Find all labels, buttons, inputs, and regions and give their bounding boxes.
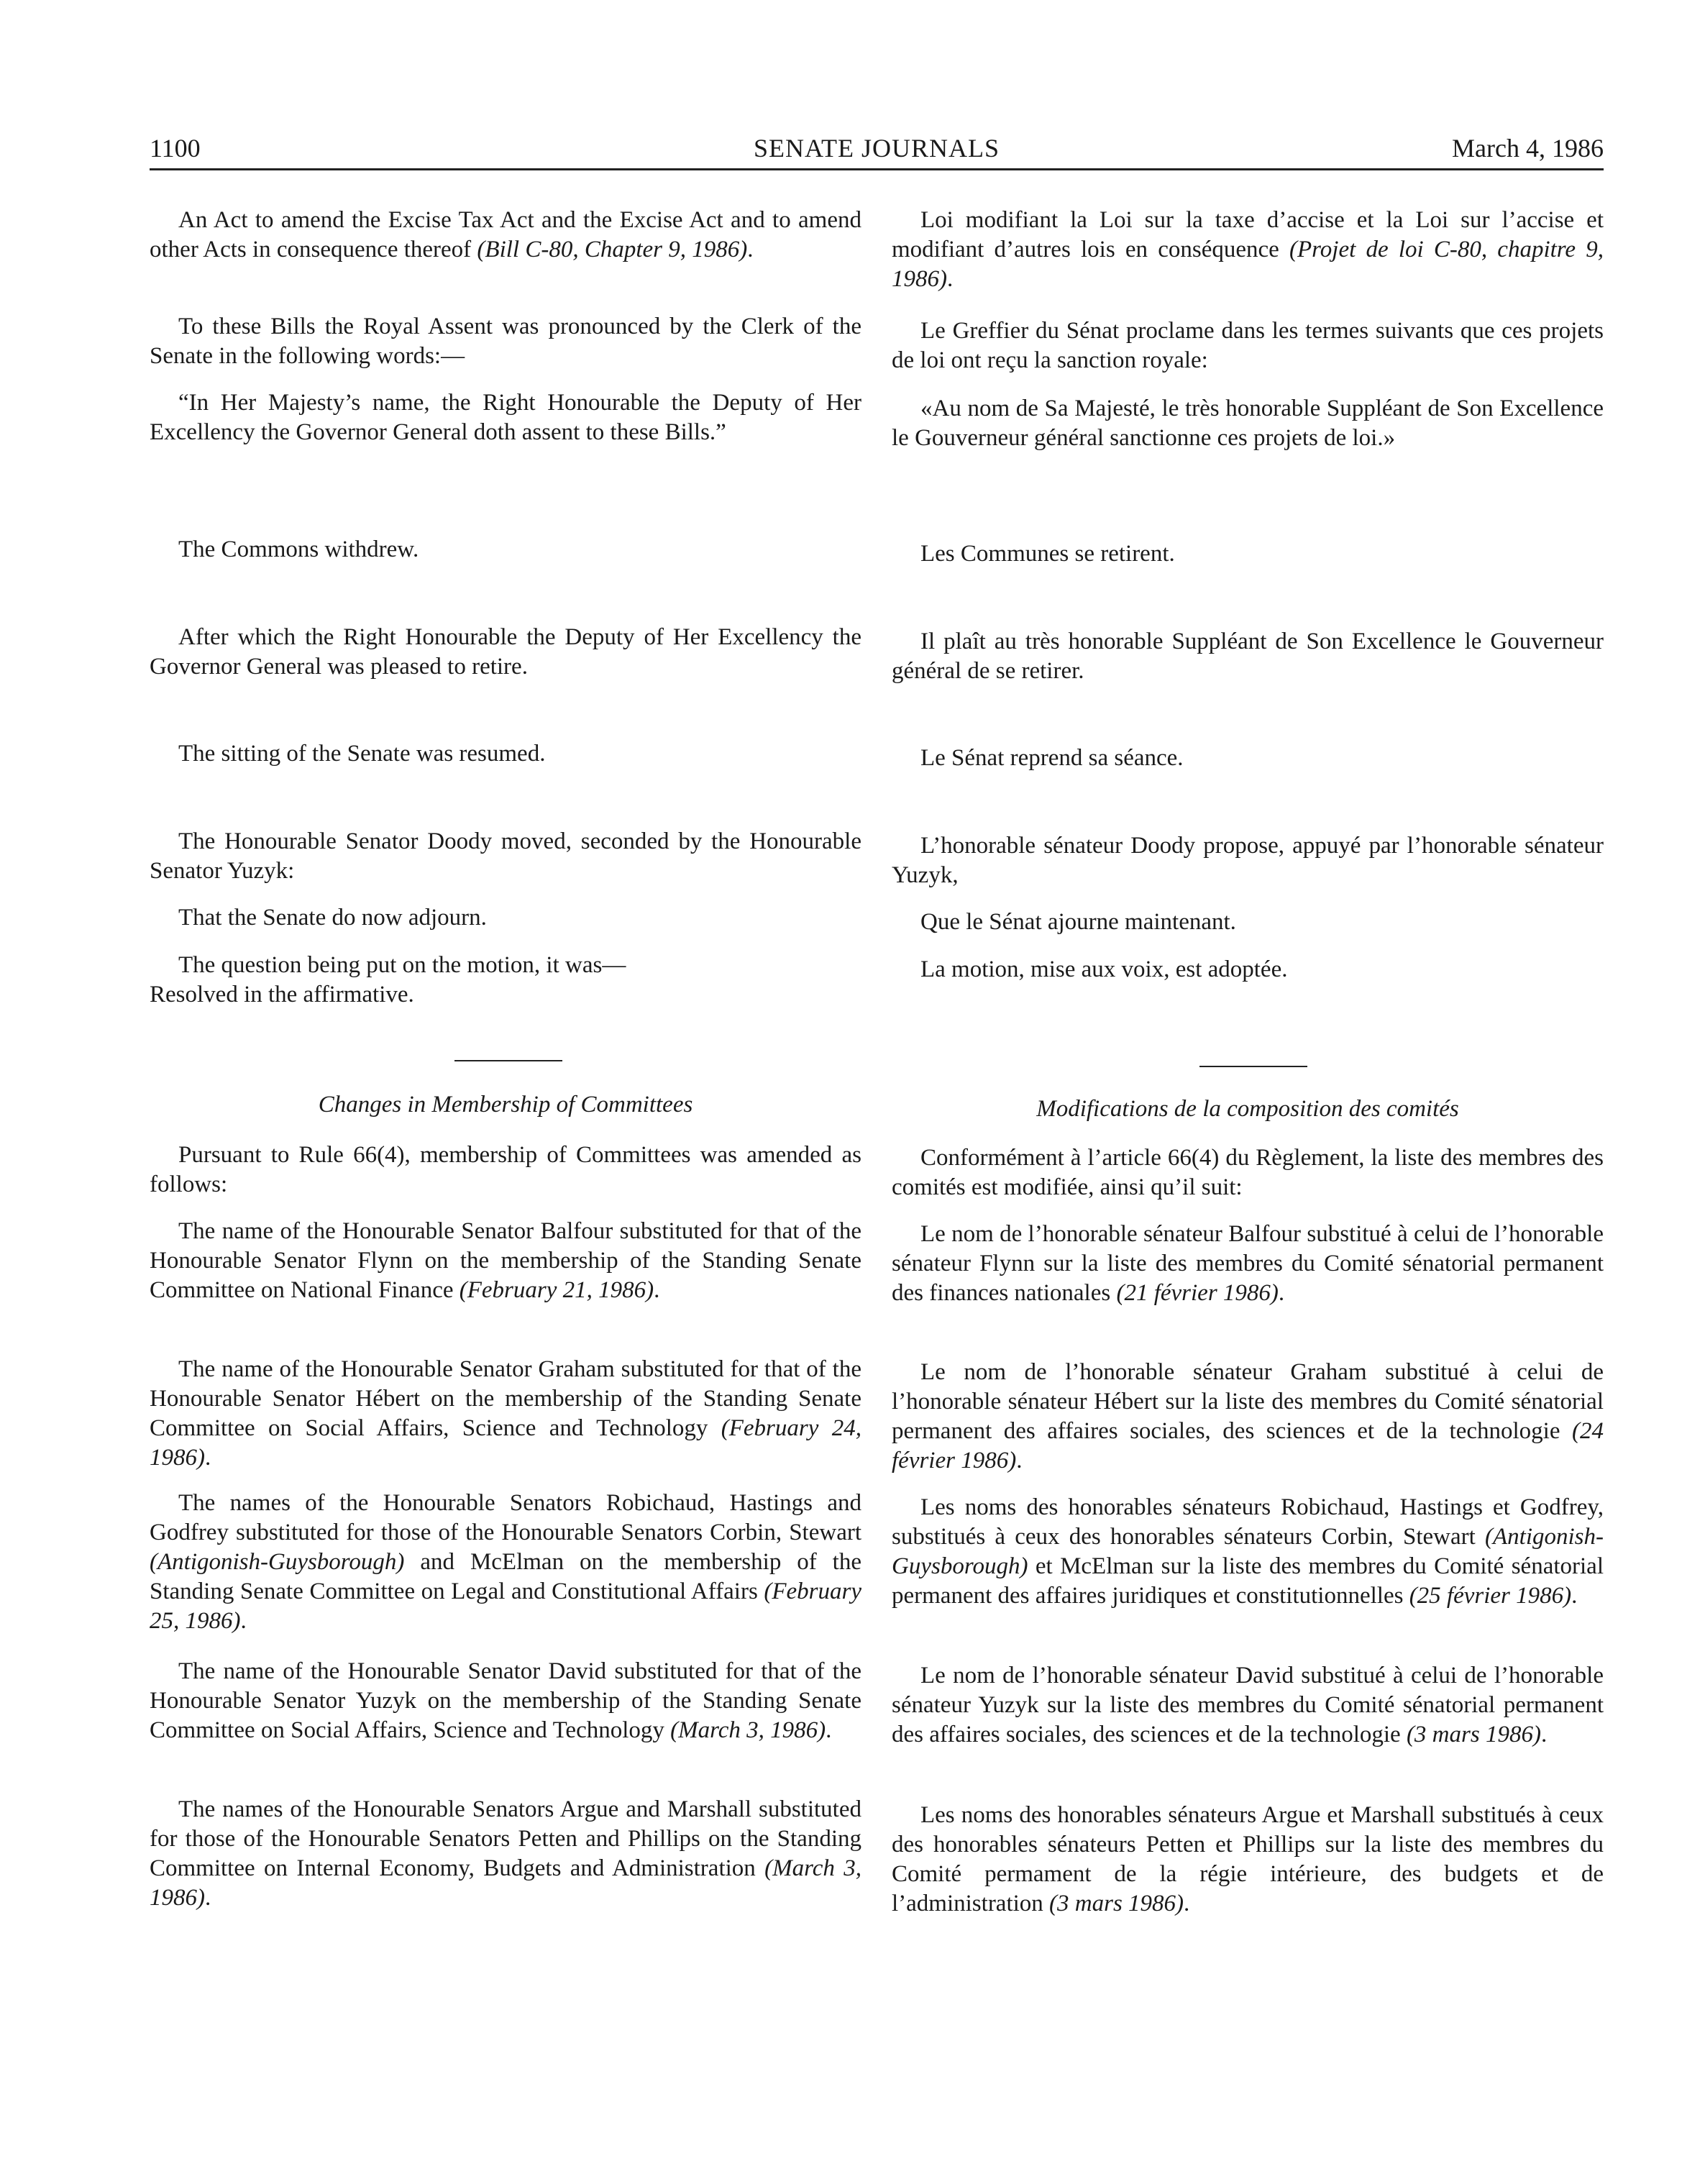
- page-number: 1100: [150, 134, 201, 163]
- deputy-retire: After which the Right Honourable the Deputy of Her Excellency the Governor General was pleased to retire.: [150, 624, 861, 680]
- membership-change: The names of the Honourable Senators Robichaud, Hastings and Godfrey substituted for those of the Honourable Senators Corbin, Stewart (Antigonish-Guysborough) and McElman on the membership of the Standing Senate Committee on Legal and Constitutional Affairs (February 25, 1986).: [150, 1490, 861, 1634]
- adjournment-motion: The Honourable Senator Doody moved, seconded by the Honourable Senator Yuzyk:: [150, 828, 861, 884]
- membership-change: The names of the Honourable Senators Argue and Marshall substituted for those of the Honourable Senators Petten and Phillips on the Standing Committee on Internal Economy, Budgets and Administration (March 3, 1986).: [150, 1796, 861, 1911]
- adjournment-motion: L’honorable sénateur Doody propose, appuyé par l’honorable sénateur Yuzyk,: [892, 833, 1604, 888]
- bill-c80-title: An Act to amend the Excise Tax Act and the Excise Act and to amend other Acts in consequence thereof (Bill C-80, Chapter 9, 1986).: [150, 207, 861, 262]
- committees-heading: Changes in Membership of Committees: [318, 1092, 693, 1118]
- royal-assent-quote: «Au nom de Sa Majesté, le très honorable Suppléant de Son Excellence le Gouverneur général sanctionne ces projets de loi.»: [892, 396, 1604, 451]
- membership-change: Les noms des honorables sénateurs Argue et Marshall substitués à ceux des honorables sénateurs Petten et Phillips sur la liste des membres du Comité permament de la régie intérieure, des budgets et de l’administration (3 mars 1986).: [892, 1802, 1604, 1916]
- committees-heading: Modifications de la composition des comités: [1036, 1096, 1459, 1122]
- membership-change: Le nom de l’honorable sénateur Graham substitué à celui de l’honorable sénateur Hébert sur la liste des membres du Comité sénatorial permanent des affaires sociales, des sciences et de la technologie (24 février 1986).: [892, 1359, 1604, 1473]
- sitting-resumed: Le Sénat reprend sa séance.: [920, 745, 1184, 771]
- section-divider: [1199, 1066, 1307, 1067]
- royal-assent-intro: To these Bills the Royal Assent was pronounced by the Clerk of the Senate in the following words:—: [150, 314, 861, 369]
- section-divider: [454, 1060, 562, 1061]
- membership-change: The name of the Honourable Senator David substituted for that of the Honourable Senator Yuzyk on the membership of the Standing Senate Committee on Social Affairs, Science and Technology (March 3, 1986).: [150, 1658, 861, 1743]
- sitting-date: March 4, 1986: [1452, 134, 1604, 163]
- adjourn-text: Que le Sénat ajourne maintenant.: [920, 909, 1236, 935]
- journal-title: SENATE JOURNALS: [753, 134, 1000, 163]
- deputy-retire: Il plaît au très honorable Suppléant de Son Excellence le Gouverneur général de se retirer.: [892, 629, 1604, 684]
- membership-change: The name of the Honourable Senator Graham substituted for that of the Honourable Senator Hébert on the membership of the Standing Senate Committee on Social Affairs, Science and Technology (February 24, 1986).: [150, 1356, 861, 1471]
- commons-withdrew: Les Communes se retirent.: [920, 541, 1175, 567]
- membership-change: Le nom de l’honorable sénateur David substitué à celui de l’honorable sénateur Yuzyk sur la liste des membres du Comité sénatorial permanent des affaires sociales, des sciences et de la technologie (3 mars 1986).: [892, 1663, 1604, 1747]
- adjourn-text: That the Senate do now adjourn.: [178, 905, 487, 931]
- page-header: [150, 128, 1604, 170]
- rule-66-intro: Conformément à l’article 66(4) du Règlement, la liste des membres des comités est modifiée, ainsi qu’il suit:: [892, 1145, 1604, 1200]
- rule-66-intro: Pursuant to Rule 66(4), membership of Committees was amended as follows:: [150, 1142, 861, 1197]
- membership-change: Les noms des honorables sénateurs Robichaud, Hastings et Godfrey, substitués à ceux des honorables sénateurs Corbin, Stewart (Antigonish-Guysborough) et McElman sur la liste des membres du Comité sénatorial permanent des affaires juridiques et constitutionnelles (25 février 1986).: [892, 1494, 1604, 1609]
- membership-change: The name of the Honourable Senator Balfour substituted for that of the Honourable Senator Flynn on the membership of the Standing Senate Committee on National Finance (February 21, 1986).: [150, 1218, 861, 1303]
- motion-adopted: La motion, mise aux voix, est adoptée.: [920, 956, 1288, 982]
- royal-assent-quote: “In Her Majesty’s name, the Right Honourable the Deputy of Her Excellency the Governor General doth assent to these Bills.”: [150, 390, 861, 445]
- question-result: The question being put on the motion, it was— Resolved in the affirmative.: [150, 952, 626, 1008]
- bill-c80-title: Loi modifiant la Loi sur la taxe d’accise et la Loi sur l’accise et modifiant d’autres lois en conséquence (Projet de loi C-80, chapitre 9, 1986).: [892, 207, 1604, 292]
- royal-assent-intro: Le Greffier du Sénat proclame dans les termes suivants que ces projets de loi ont reçu la sanction royale:: [892, 318, 1604, 373]
- membership-change: Le nom de l’honorable sénateur Balfour substitué à celui de l’honorable sénateur Flynn sur la liste des membres du Comité sénatorial permanent des finances nationales (21 février 1986).: [892, 1221, 1604, 1306]
- sitting-resumed: The sitting of the Senate was resumed.: [178, 741, 546, 767]
- commons-withdrew: The Commons withdrew.: [178, 536, 419, 562]
